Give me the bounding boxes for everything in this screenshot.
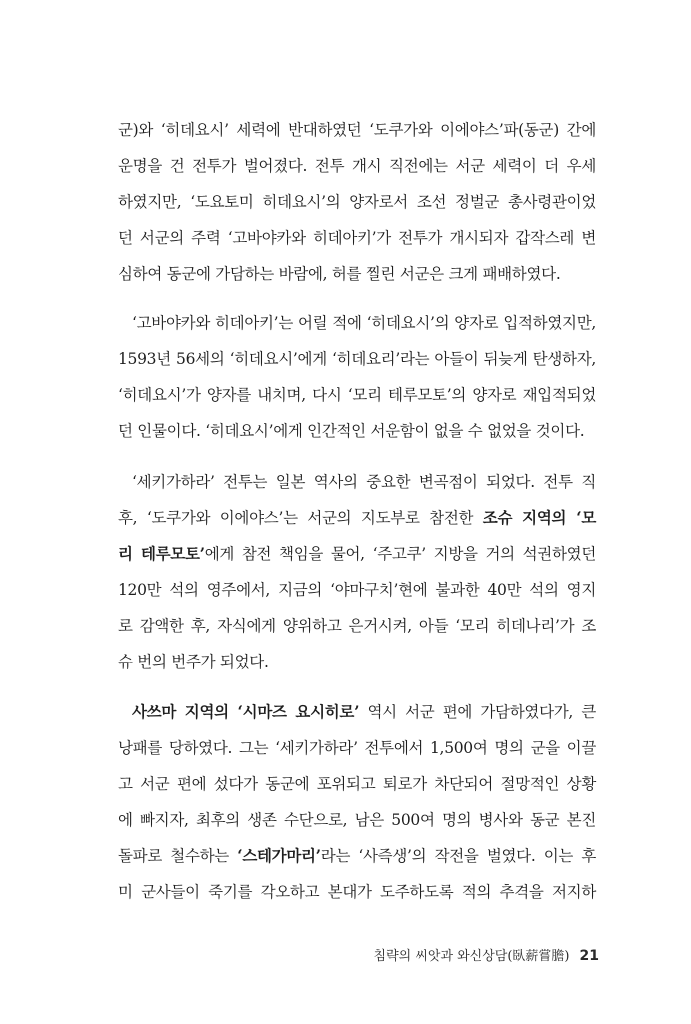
text-span: 슈 번의 번주가 되었다. xyxy=(118,653,269,671)
text-line xyxy=(118,730,596,766)
paragraph-3 xyxy=(118,464,596,680)
text-line xyxy=(118,256,596,292)
text-line xyxy=(118,874,596,910)
paragraph-2 xyxy=(118,305,596,449)
page-footer xyxy=(374,944,599,968)
emphasis-text: 조슈 지역의 ‘모 xyxy=(482,508,596,527)
text-span: 로 감액한 후, 자식에게 양위하고 은거시켜, 아들 ‘모리 히데나리’가 조 xyxy=(118,617,596,635)
text-span: 심하여 동군에 가담하는 바람에, 허를 찔린 서군은 크게 패배하였다. xyxy=(118,265,561,283)
text-line xyxy=(118,500,596,536)
text-span: 역시 서군 편에 가담하였다가, 큰 xyxy=(359,703,596,721)
text-span: 1593년 56세의 ‘히데요시’에게 ‘히데요리’라는 아들이 뒤늦게 탄생하자, xyxy=(118,350,596,368)
text-line xyxy=(118,305,596,341)
text-line xyxy=(118,377,596,413)
running-title: 침략의 씨앗과 와신상담(臥薪嘗膽) xyxy=(373,949,570,964)
text-span: 미 군사들이 죽기를 각오하고 본대가 도주하도록 적의 추격을 저지하 xyxy=(118,883,596,901)
text-line xyxy=(118,694,596,730)
text-span: 돌파로 철수하는 xyxy=(118,847,238,865)
paragraph-1 xyxy=(118,112,596,292)
text-line xyxy=(118,184,596,220)
text-span: 라는 ‘사즉생’의 작전을 벌였다. 이는 후 xyxy=(320,847,596,865)
text-line xyxy=(118,608,596,644)
text-span: 군)와 ‘히데요시’ 세력에 반대하였던 ‘도쿠가와 이에야스’파(동군) 간에 xyxy=(118,121,596,139)
text-line xyxy=(118,802,596,838)
page-number: 21 xyxy=(579,948,599,964)
emphasis-text: ‘스테가마리’ xyxy=(237,846,321,865)
emphasis-text: 리 테루모토’ xyxy=(118,544,205,563)
emphasis-text: 사쓰마 지역의 ‘시마즈 요시히로’ xyxy=(132,702,360,721)
text-span: 에게 참전 책임을 물어, ‘주고쿠’ 지방을 거의 석권하였던 xyxy=(204,545,597,563)
text-span: 에 빠지자, 최후의 생존 수단으로, 남은 500여 명의 병사와 동군 본진 xyxy=(118,811,596,829)
text-line xyxy=(118,464,596,500)
text-span: 고 서군 편에 섰다가 동군에 포위되고 퇴로가 차단되어 절망적인 상황 xyxy=(118,775,596,793)
text-span: 운명을 건 전투가 벌어졌다. 전투 개시 직전에는 서군 세력이 더 우세 xyxy=(118,157,596,175)
text-span: 120만 석의 영주에서, 지금의 ‘야마구치’현에 불과한 40만 석의 영지 xyxy=(118,581,596,599)
text-span: ‘히데요시’가 양자를 내치며, 다시 ‘모리 테루모토’의 양자로 재입적되었 xyxy=(118,386,596,404)
text-line xyxy=(118,341,596,377)
text-span: 낭패를 당하였다. 그는 ‘세키가하라’ 전투에서 1,500여 명의 군을 이끌 xyxy=(118,739,596,757)
text-line xyxy=(118,413,596,449)
text-span: 후, ‘도쿠가와 이에야스’는 서군의 지도부로 참전한 xyxy=(118,509,483,527)
text-line xyxy=(118,572,596,608)
text-line xyxy=(118,766,596,802)
text-line xyxy=(118,644,596,680)
text-line xyxy=(118,536,596,572)
text-line xyxy=(118,220,596,256)
text-line xyxy=(118,112,596,148)
text-line xyxy=(118,148,596,184)
text-span: 던 인물이다. ‘히데요시’에게 인간적인 서운함이 없을 수 없었을 것이다. xyxy=(118,422,585,440)
text-span: ‘고바야카와 히데아키’는 어릴 적에 ‘히데요시’의 양자로 입적하였지만, xyxy=(132,314,596,332)
text-span: 하였지만, ‘도요토미 히데요시’의 양자로서 조선 정벌군 총사령관이었 xyxy=(118,193,596,211)
text-span: ‘세키가하라’ 전투는 일본 역사의 중요한 변곡점이 되었다. 전투 직 xyxy=(132,473,596,491)
text-span: 던 서군의 주력 ‘고바야카와 히데아키’가 전투가 개시되자 갑작스레 변 xyxy=(118,229,596,247)
text-line xyxy=(118,838,596,874)
paragraph-4 xyxy=(118,694,596,910)
